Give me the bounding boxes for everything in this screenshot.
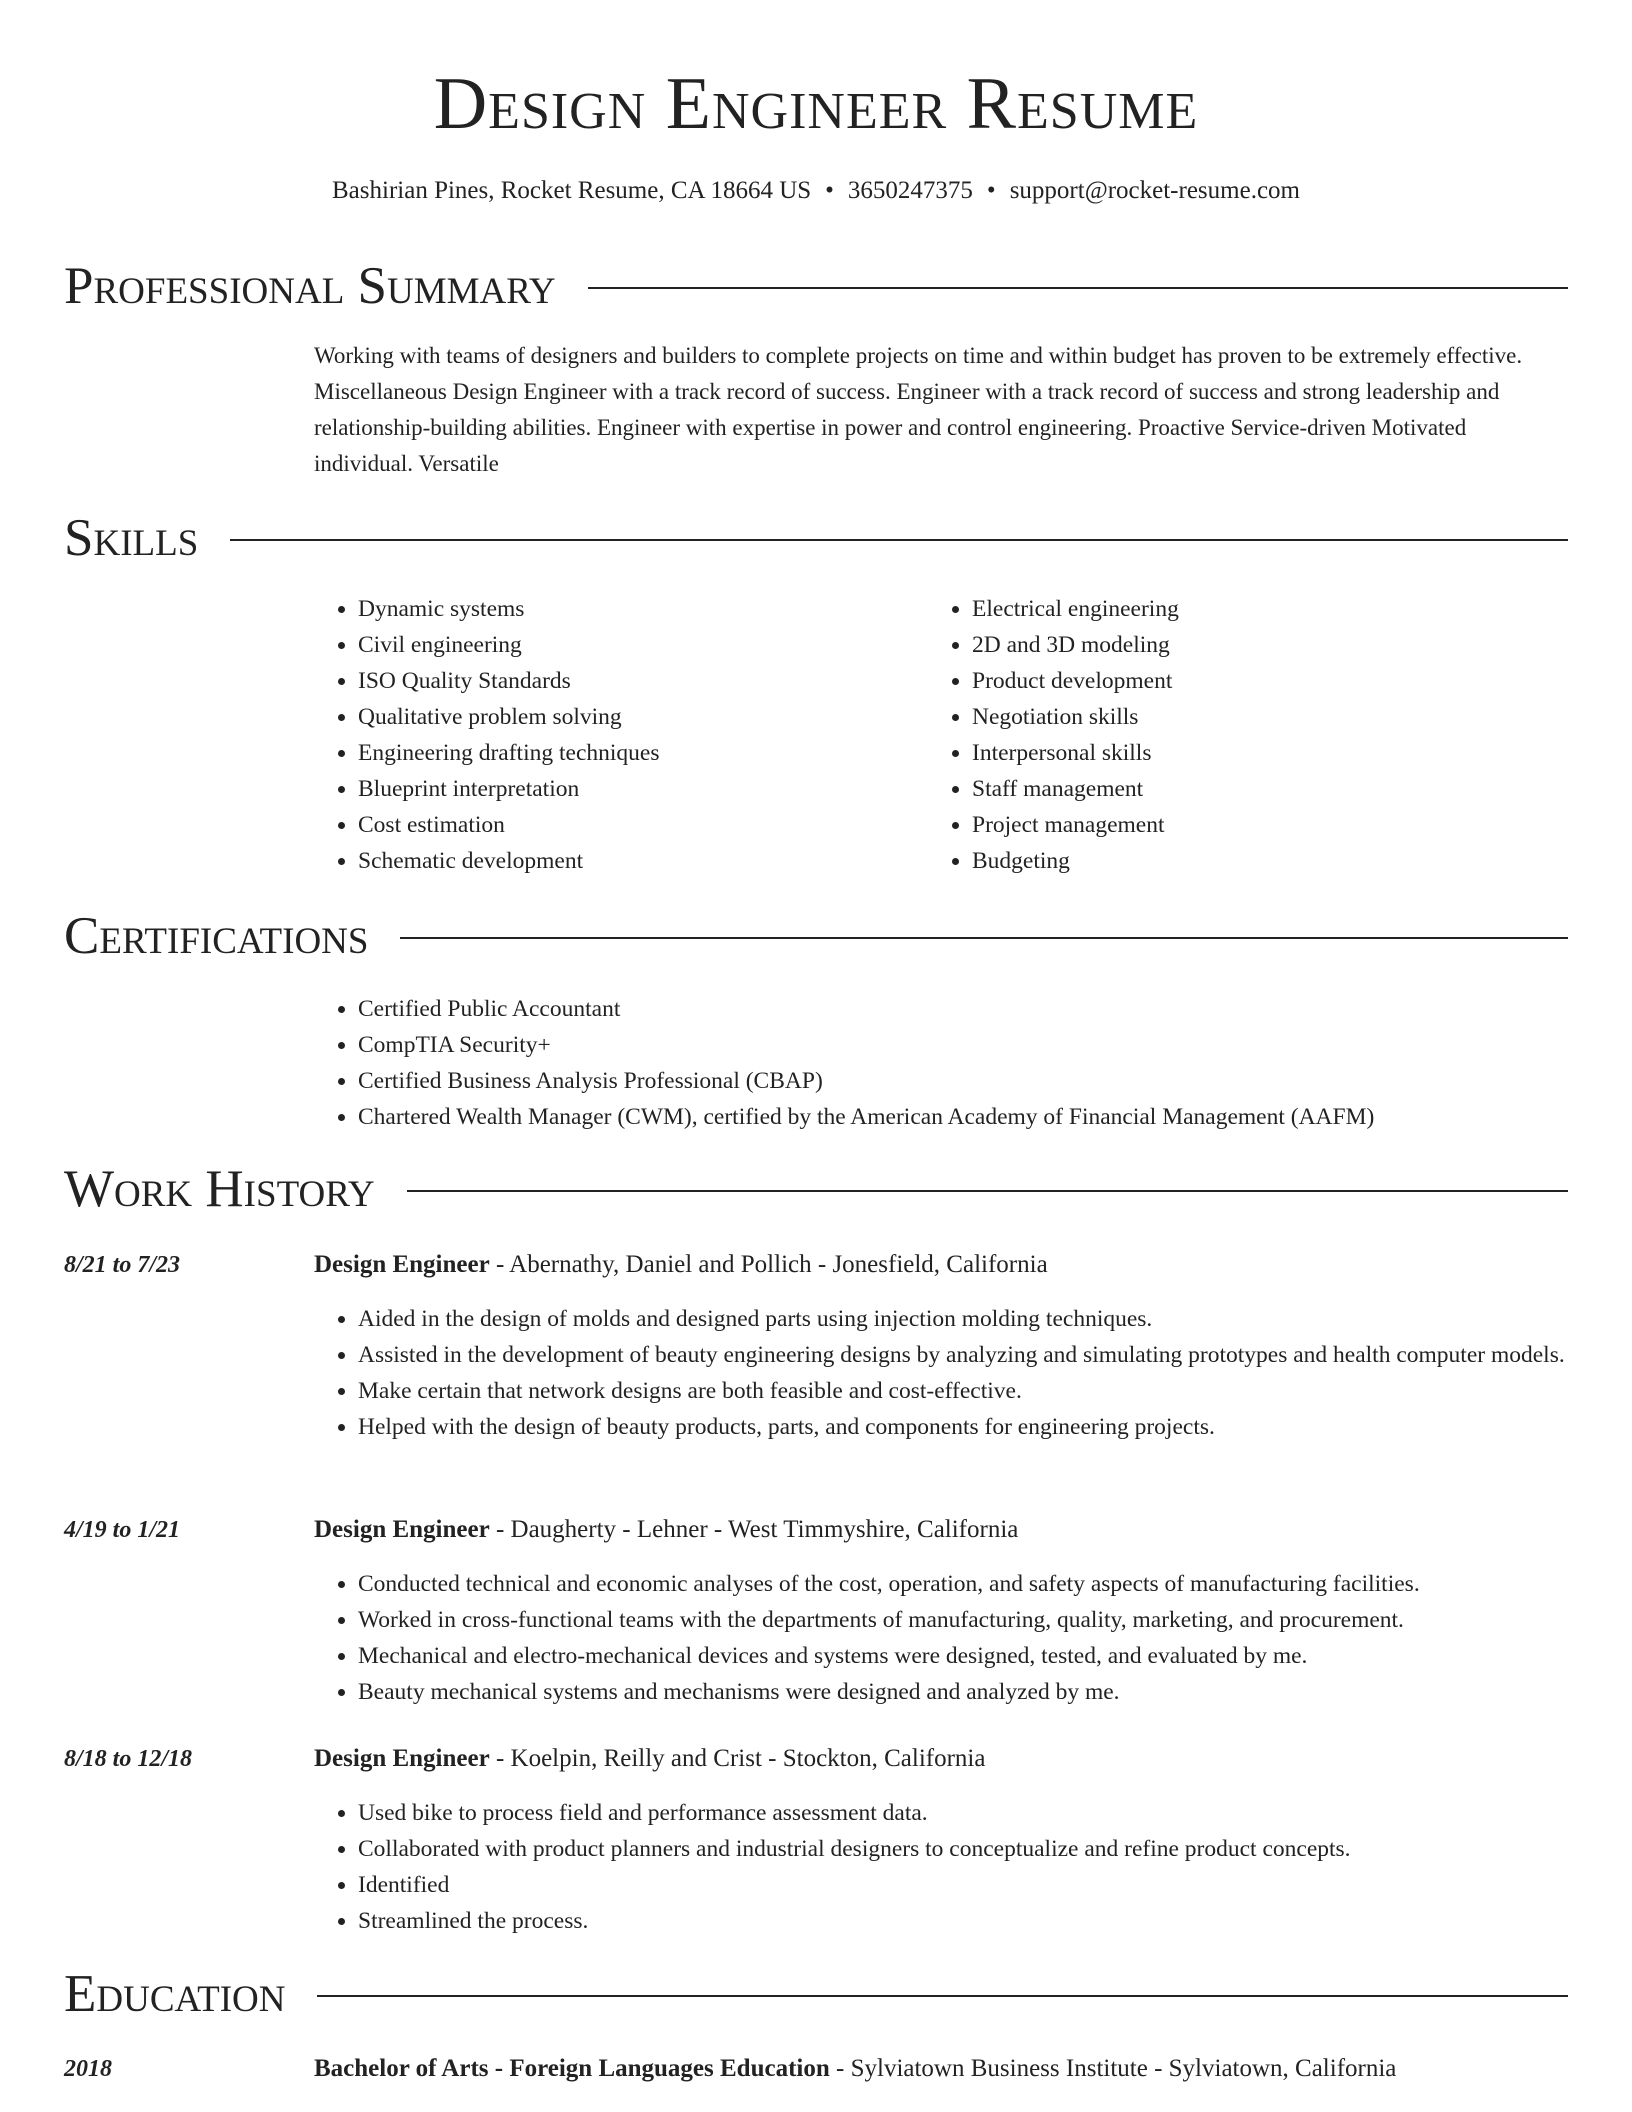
job-title: Design Engineer (314, 1745, 490, 1772)
section-divider (317, 1995, 1568, 1997)
certifications-section-header (64, 906, 1568, 966)
skill-item: • Qualitative problem solving (358, 699, 914, 735)
section-divider (230, 539, 1568, 541)
job-bullet: • Collaborated with product planners and industrial designers to conceptualize and refine product concepts. (358, 1831, 1574, 1867)
resume-title: Design Engineer Resume (433, 63, 1199, 145)
contact-email: support@rocket-resume.com (1009, 177, 1300, 204)
skill-item: • ISO Quality Standards (358, 663, 914, 699)
skill-item: • Budgeting (972, 843, 1568, 879)
skill-item: • Civil engineering (358, 627, 914, 663)
skill-item: • Dynamic systems (358, 591, 914, 627)
job-bullet: • Helped with the design of beauty products, parts, and components for engineering projects. (358, 1409, 1574, 1445)
skill-item: • Interpersonal skills (972, 735, 1568, 771)
section-divider (400, 937, 1568, 939)
job-bullet: • Worked in cross-functional teams with the departments of manufacturing, quality, marketing, and procurement. (358, 1602, 1574, 1638)
job-bullet: • Mechanical and electro-mechanical devices and systems were designed, tested, and evaluated by me. (358, 1638, 1574, 1674)
certification-item: • Chartered Wealth Manager (CWM), certified by the American Academy of Financial Management (AAFM) (358, 1099, 1574, 1135)
job-employer: - Daugherty - Lehner - West Timmyshire, California (489, 1516, 1019, 1543)
job-title: Design Engineer (314, 1516, 490, 1543)
certifications-heading: Certifications (64, 907, 369, 965)
job-bullet: • Identified (358, 1867, 1574, 1903)
contact-phone: 3650247375 (847, 177, 973, 204)
job-title-line (314, 1744, 985, 1774)
contact-separator: • (825, 177, 834, 204)
job-bullet: • Aided in the design of molds and designed parts using injection molding techniques. (358, 1301, 1574, 1337)
skills-right-column (928, 591, 1568, 879)
contact-address: Bashirian Pines, Rocket Resume, CA 18664 US (332, 177, 812, 204)
certification-item: • Certified Public Accountant (358, 991, 1574, 1027)
job-dates: 8/18 to 12/18 (64, 1746, 193, 1772)
job-bullet: • Assisted in the development of beauty engineering designs by analyzing and simulating prototypes and health computer models. (358, 1337, 1574, 1373)
job-bullet: • Make certain that network designs are both feasible and cost-effective. (358, 1373, 1574, 1409)
work-history-heading: Work History (64, 1160, 375, 1218)
summary-heading: Professional Summary (64, 257, 556, 315)
job-employer: - Koelpin, Reilly and Crist - Stockton, California (489, 1745, 986, 1772)
certification-item: • Certified Business Analysis Professional (CBAP) (358, 1063, 1574, 1099)
education-section-header (64, 1964, 1568, 2024)
education-year: 2018 (64, 2056, 112, 2082)
section-divider (407, 1190, 1568, 1192)
certifications-list (314, 991, 1574, 1135)
job-title-line (314, 1250, 1048, 1280)
skills-section-header (64, 508, 1568, 568)
job-dates: 8/21 to 7/23 (64, 1252, 181, 1278)
skill-item: • Engineering drafting techniques (358, 735, 914, 771)
job-bullets (314, 1566, 1574, 1710)
job-bullet: • Conducted technical and economic analyses of the cost, operation, and safety aspects of manufacturing facilities. (358, 1566, 1574, 1602)
skills-left-column (314, 591, 914, 879)
skill-item: • 2D and 3D modeling (972, 627, 1568, 663)
skill-item: • Product development (972, 663, 1568, 699)
job-bullet: • Streamlined the process. (358, 1903, 1574, 1939)
skills-heading: Skills (64, 509, 199, 567)
skill-item: • Project management (972, 807, 1568, 843)
work-history-section-header (64, 1159, 1568, 1219)
job-bullets (314, 1795, 1574, 1939)
job-title-line (314, 1515, 1018, 1545)
job-employer: - Abernathy, Daniel and Pollich - Jonesfield, California (489, 1251, 1048, 1278)
section-divider (588, 287, 1568, 289)
skill-item: • Negotiation skills (972, 699, 1568, 735)
skill-item: • Blueprint interpretation (358, 771, 914, 807)
certification-item: • CompTIA Security+ (358, 1027, 1574, 1063)
summary-section-header (64, 256, 1568, 316)
skill-item: • Cost estimation (358, 807, 914, 843)
education-entry (314, 2054, 1396, 2084)
job-bullets (314, 1301, 1574, 1445)
skill-item: • Electrical engineering (972, 591, 1568, 627)
contact-line (0, 176, 1632, 206)
skill-item: • Schematic development (358, 843, 914, 879)
job-bullet: • Used bike to process field and performance assessment data. (358, 1795, 1574, 1831)
education-heading: Education (64, 1965, 286, 2023)
contact-separator: • (986, 177, 996, 204)
education-school: - Sylviatown Business Institute - Sylviatown, California (829, 2055, 1397, 2082)
job-dates: 4/19 to 1/21 (64, 1517, 181, 1543)
job-title: Design Engineer (314, 1251, 490, 1278)
education-degree: Bachelor of Arts - Foreign Languages Education (314, 2055, 830, 2082)
summary-text: Working with teams of designers and builders to complete projects on time and within budget has proven to be extremely effective. Miscellaneous Design Engineer with a track record of success. Engineer with a track record of success and strong leadership and relationship-building abilities. Engineer with expertise in power and control engineering. Proactive Service-driven Motivated individual. Versatile (314, 343, 1523, 476)
skill-item: • Staff management (972, 771, 1568, 807)
job-bullet: • Beauty mechanical systems and mechanisms were designed and analyzed by me. (358, 1674, 1574, 1710)
